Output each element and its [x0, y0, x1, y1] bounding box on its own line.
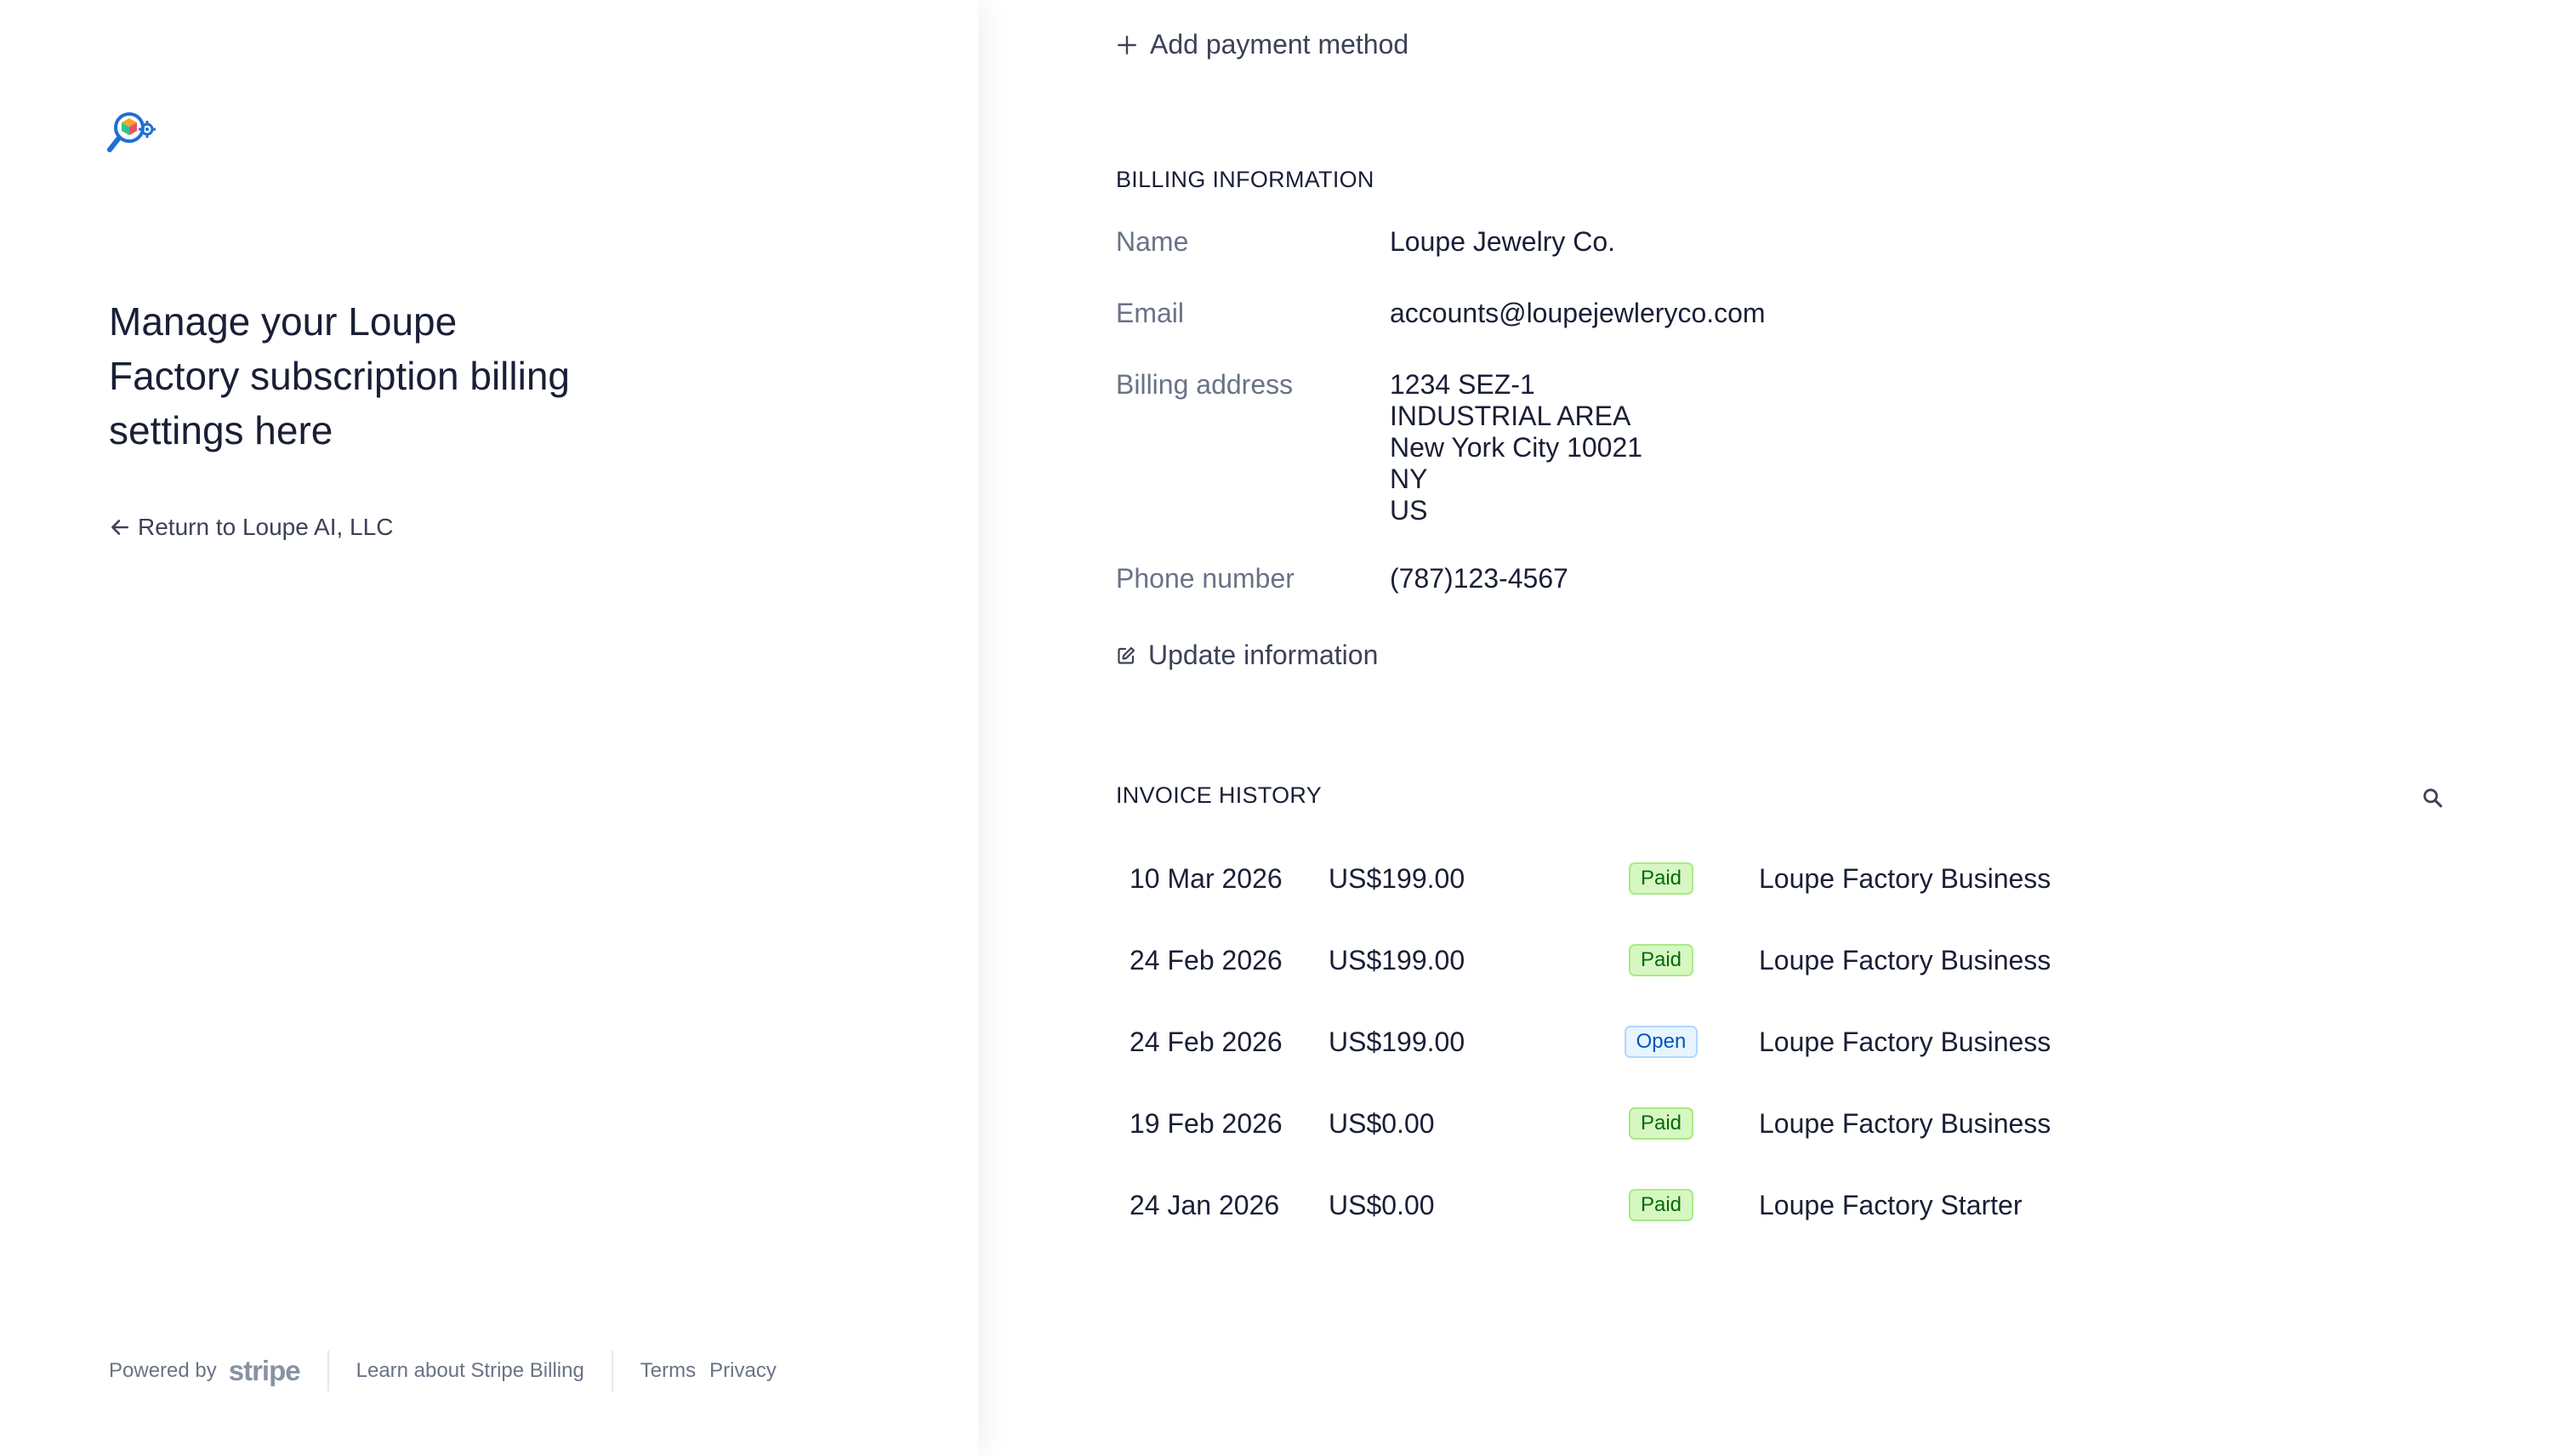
name-label: Name: [1116, 226, 1189, 257]
phone-label: Phone number: [1116, 563, 1295, 594]
invoice-status-cell: [1580, 1189, 1742, 1221]
arrow-left-icon: [109, 516, 131, 538]
status-badge: Open: [1625, 1026, 1699, 1058]
phone-value: (787)123-4567: [1390, 563, 1568, 594]
address-line: New York City 10021: [1390, 432, 1643, 463]
invoice-status-cell: [1580, 1026, 1742, 1058]
address-line: INDUSTRIAL AREA: [1390, 401, 1631, 431]
update-information-label: Update information: [1148, 640, 1379, 670]
address-value: [1390, 369, 1642, 526]
invoice-row[interactable]: [1116, 930, 2460, 990]
search-icon: [2421, 787, 2444, 809]
add-payment-method-button[interactable]: [1116, 29, 1408, 60]
billing-address-row: [1116, 369, 1642, 526]
email-value: accounts@loupejewleryco.com: [1390, 298, 1766, 328]
invoice-date: 24 Jan 2026: [1130, 1189, 1280, 1220]
privacy-link[interactable]: Privacy: [709, 1359, 777, 1382]
learn-stripe-billing-link[interactable]: Learn about Stripe Billing: [356, 1359, 584, 1382]
left-panel: [0, 0, 978, 1456]
invoice-plan: Loupe Factory Business: [1759, 944, 2051, 975]
loupe-logo-icon: [107, 107, 158, 153]
invoice-plan: Loupe Factory Business: [1759, 1026, 2051, 1057]
invoice-amount: US$199.00: [1329, 944, 1465, 975]
billing-information-title: BILLING INFORMATION: [1116, 167, 1374, 192]
return-link-label: Return to Loupe AI, LLC: [138, 514, 394, 540]
invoice-plan: Loupe Factory Starter: [1759, 1189, 2023, 1220]
address-line: NY: [1390, 464, 1428, 494]
footer-links: [640, 1359, 777, 1383]
address-label: Billing address: [1116, 369, 1294, 400]
invoice-search-button[interactable]: [2414, 779, 2451, 816]
headline-line: Manage your Loupe: [109, 299, 458, 344]
page-headline: [109, 294, 653, 458]
invoice-plan: Loupe Factory Business: [1759, 862, 2051, 894]
powered-by-stripe[interactable]: [109, 1355, 300, 1387]
add-payment-method-label: Add payment method: [1150, 29, 1409, 60]
invoice-date: 24 Feb 2026: [1130, 944, 1283, 975]
invoice-row[interactable]: [1116, 1175, 2460, 1235]
invoice-row[interactable]: [1116, 1012, 2460, 1072]
headline-line: Factory subscription billing: [109, 354, 571, 398]
invoice-history-title: INVOICE HISTORY: [1116, 782, 1323, 808]
invoice-date: 10 Mar 2026: [1130, 862, 1283, 894]
stripe-logo: stripe: [228, 1355, 300, 1386]
invoice-status-cell: [1580, 862, 1742, 895]
billing-name-row: [1116, 226, 1615, 258]
footer: [109, 1351, 777, 1391]
invoice-amount: US$199.00: [1329, 1026, 1465, 1057]
invoice-date: 19 Feb 2026: [1130, 1107, 1283, 1139]
status-badge: Paid: [1629, 1107, 1693, 1140]
invoice-amount: US$0.00: [1329, 1189, 1435, 1220]
update-information-button[interactable]: [1116, 640, 1378, 671]
powered-by-label: Powered by: [109, 1359, 217, 1382]
footer-divider: [327, 1351, 329, 1391]
invoice-amount: US$0.00: [1329, 1107, 1435, 1139]
invoice-row[interactable]: [1116, 1094, 2460, 1153]
invoice-plan: Loupe Factory Business: [1759, 1107, 2051, 1139]
name-value: Loupe Jewelry Co.: [1390, 226, 1616, 257]
invoice-date: 24 Feb 2026: [1130, 1026, 1283, 1057]
right-panel: [978, 0, 2572, 1456]
terms-link[interactable]: Terms: [640, 1359, 697, 1382]
status-badge: Paid: [1629, 944, 1693, 976]
edit-icon: [1116, 646, 1136, 666]
invoice-status-cell: [1580, 1107, 1742, 1140]
headline-line: settings here: [109, 408, 333, 452]
billing-email-row: [1116, 298, 1766, 329]
plus-icon: [1116, 34, 1138, 56]
invoice-status-cell: [1580, 944, 1742, 976]
footer-divider: [612, 1351, 613, 1391]
email-label: Email: [1116, 298, 1185, 328]
address-line: 1234 SEZ-1: [1390, 369, 1535, 400]
invoice-row[interactable]: [1116, 849, 2460, 908]
status-badge: Paid: [1629, 1189, 1693, 1221]
address-line: US: [1390, 495, 1428, 526]
status-badge: Paid: [1629, 862, 1693, 895]
return-link[interactable]: [109, 514, 393, 541]
invoice-amount: US$199.00: [1329, 862, 1465, 894]
billing-phone-row: [1116, 563, 1568, 594]
